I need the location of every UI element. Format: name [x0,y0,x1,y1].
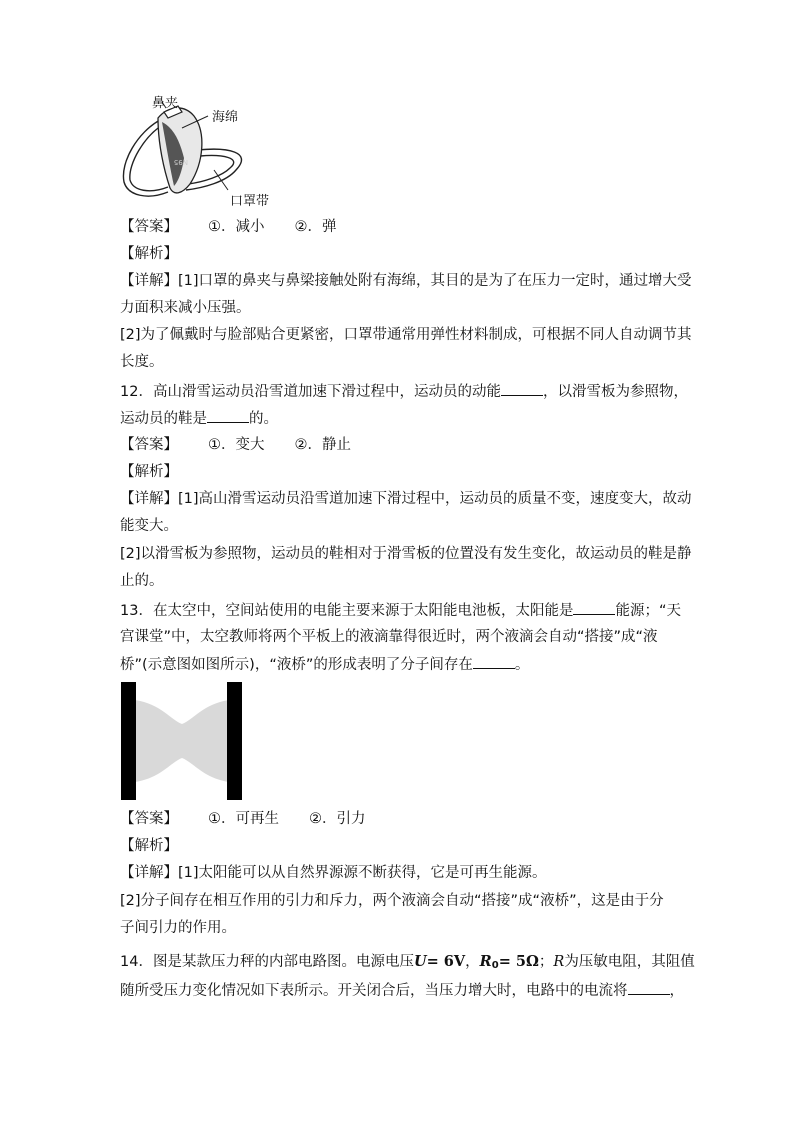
q11-detail-line-2: 力面积来减小压强。 [120,300,251,316]
answer-tag: 【答案】 [120,437,178,453]
q14-blank-1[interactable] [628,980,670,995]
answer-1: ①．可再生 [208,811,279,827]
q13-question-line-1 [120,600,700,621]
q11-answer-row [120,217,700,237]
q13-analysis-tag: 【解析】 [120,838,178,854]
answer-tag: 【答案】 [120,811,178,827]
q14-text-2: 为压敏电阻，其阻值 [564,954,695,970]
liquid-bridge-figure [121,682,243,800]
q14-sep-1: ， [465,954,480,970]
answer-2: ②．引力 [309,811,366,827]
math-r0: R [479,953,492,970]
q13-detail-line-2: [2]分子间存在相互作用的引力和斥力，两个液滴会自动“搭接”成“液桥”，这是由于分 [120,893,664,909]
math-u-value: = 6V [426,953,466,970]
math-r: R [553,954,565,970]
label-strap: 口罩带 [230,194,270,209]
math-r0-sub: 0 [491,960,499,971]
q12-detail-line-1: 【详解】[1]高山滑雪运动员沿雪道加速下滑过程中，运动员的质量不变，速度变大，故动 [120,491,692,507]
q11-analysis-tag: 【解析】 [120,246,178,262]
q11-detail-line-1: 【详解】[1]口罩的鼻夹与鼻梁接触处附有海绵，其目的是为了在压力一定时，通过增大受 [120,273,692,289]
q12-detail-line-2: 能变大。 [120,518,178,534]
q12-question-line-2 [120,408,700,429]
q12-detail-line-3: [2]以滑雪板为参照物，运动员的鞋相对于滑雪板的位置没有发生变化，故运动员的鞋是静 [120,546,692,562]
q13-text-4: 桥”(示意图如图所示)，“液桥”的形成表明了分子间存在 [120,657,473,673]
q14-text-1: 14．图是某款压力秤的内部电路图。电源电压 [120,954,414,970]
q13-text-5: 。 [514,657,530,673]
right-plate [227,682,242,800]
q12-question-line-1 [120,381,700,402]
q14-sep-2: ； [538,954,554,970]
q12-text-1: 12．高山滑雪运动员沿雪道加速下滑过程中，运动员的动能 [120,384,501,400]
q12-text-3: 运动员的鞋是 [120,411,207,427]
q14-text-3: 随所受压力变化情况如下表所示。开关闭合后，当压力增大时，电路中的电流将 [120,983,628,999]
label-sponge: 海绵 [212,110,239,125]
q11-detail-line-4: 长度。 [120,354,164,370]
strap-pointer [214,170,228,190]
q12-analysis-tag: 【解析】 [120,464,178,480]
q14-text-4: ， [669,983,684,999]
left-plate [121,682,136,800]
q13-question-line-3 [120,654,700,675]
answer-1: ①．变大 [208,437,265,453]
q12-blank-1[interactable] [501,381,543,396]
liquid-bridge-shape [135,700,229,782]
answer-2: ②．弹 [294,219,337,235]
q13-detail-line-3: 子间引力的作用。 [120,920,236,936]
q14-question-line-2 [120,980,700,1001]
q13-blank-1[interactable] [573,600,615,615]
math-u: U [413,953,427,970]
q13-text-2: 能源；“天 [615,603,681,619]
q13-question-line-2: 宫课堂”中，太空教师将两个平板上的液滴靠得很近时，两个液滴会自动“搭接”成“液 [120,629,658,645]
q12-text-2: ，以滑雪板为参照物， [542,384,688,400]
q13-text-1: 13．在太空中，空间站使用的电能主要来源于太阳能电池板，太阳能是 [120,603,574,619]
q12-blank-2[interactable] [207,408,249,423]
mask-print-text: N95 [173,158,188,166]
q12-detail-line-4: 止的。 [120,573,164,589]
label-nose-clip: 鼻夹 [152,96,179,111]
q12-answer-row [120,435,700,455]
answer-1: ①．减小 [208,219,265,235]
answer-2: ②．静止 [294,437,351,453]
math-r0-value: = 5Ω [498,953,539,970]
q13-blank-2[interactable] [473,654,515,669]
q11-detail-line-3: [2]为了佩戴时与脸部贴合更紧密，口罩带通常用弹性材料制成，可根据不同人自动调节其 [120,327,692,343]
q13-answer-row [120,809,700,829]
q12-text-4: 的。 [249,411,278,427]
q14-question-line-1 [120,952,700,976]
answer-tag: 【答案】 [120,219,178,235]
q13-detail-line-1: 【详解】[1]太阳能可以从自然界源源不断获得，它是可再生能源。 [120,865,547,881]
